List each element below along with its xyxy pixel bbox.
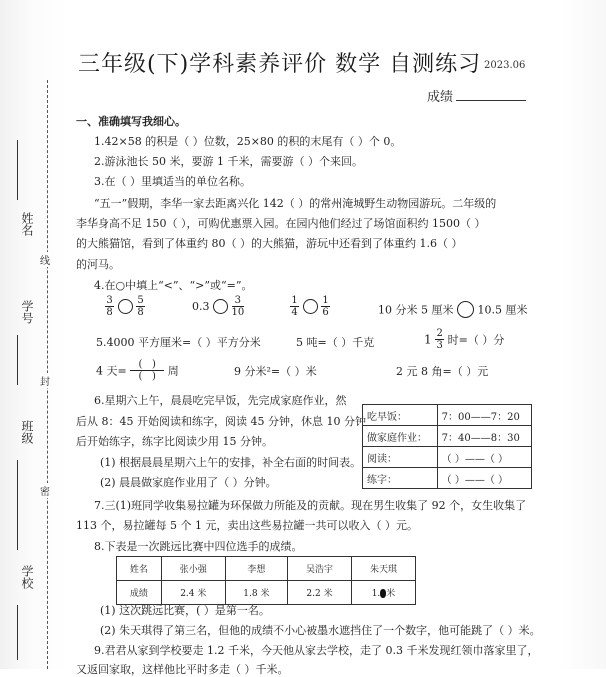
results-row-scores — [117, 581, 416, 605]
question-5c: 1 $\frac{2}{3}$ 时=（ ）分 — [424, 328, 505, 351]
question-8-sub-2: (2) 朱天琪得了第三名，但他的成绩不小心被墨水遮挡住了一个数字，他可能跳了（ ）米。 — [100, 624, 541, 637]
schedule-label: 练字： — [363, 468, 438, 489]
score-label: 成绩 — [427, 90, 454, 105]
margin-school-label: 学校 — [20, 565, 34, 589]
schedule-label: 阅读： — [363, 447, 438, 468]
exam-date: 2023.06 — [484, 60, 526, 71]
question-5e: 9 分米²=（ ）米 — [234, 365, 317, 378]
margin-line-char: 线 — [40, 252, 50, 267]
schedule-row — [363, 468, 532, 489]
score-blank[interactable] — [456, 100, 526, 101]
results-header-name: 姓名 — [117, 557, 162, 581]
schedule-label: 吃早饭： — [363, 405, 438, 426]
question-7-line-1: 7.三(1)班同学收集易拉罐为环保做力所能及的贡献。现在男生收集了 92 个，女生收集了 — [94, 499, 527, 512]
results-name: 李想 — [225, 557, 287, 581]
compare-circle-2[interactable] — [213, 299, 228, 314]
question-6-sub-1: (1) 根据晨晨星期六上午的安排，补全右面的时间表。 — [100, 456, 362, 469]
question-3-line-4: 的河马。 — [76, 258, 120, 271]
section-heading: 一、准确填写我细心。 — [76, 115, 186, 128]
schedule-label: 做家庭作业： — [363, 426, 438, 447]
compare-item-2: 0.3 $\frac{3}{10}$ — [192, 295, 245, 318]
question-5d: 4 天= $\frac{( )}{( )}$ 周 — [96, 359, 179, 382]
schedule-row — [363, 447, 532, 468]
results-name: 朱天琪 — [351, 557, 415, 581]
question-6-line-2: 后从 8：45 开始阅读和练字，阅读 45 分钟，休息 10 分钟 — [76, 415, 366, 428]
results-row-names — [117, 557, 416, 581]
margin-class-label: 班级 — [20, 420, 34, 444]
results-score-smudged: 1. 米 — [351, 581, 415, 605]
question-6-sub-2: (2) 晨晨做家庭作业用了（ ）分钟。 — [100, 476, 277, 489]
margin-number-label: 学号 — [20, 300, 34, 324]
question-5b: 5 吨=（ ）千克 — [296, 336, 375, 349]
results-score: 2.2 米 — [288, 581, 352, 605]
question-8-sub-1: (1) 这次跳远比赛，( ）是第一名。 — [100, 604, 270, 617]
results-name: 张小强 — [161, 557, 225, 581]
question-3-line-2: 李华身高不足 150（ ），可购优惠票入园。在园内他们经过了场馆面积约 1500（ ） — [76, 217, 486, 230]
question-5a: 5.4000 平方厘米=（ ）平方分米 — [96, 336, 261, 349]
results-score: 2.4 米 — [161, 581, 225, 605]
schedule-time: 7：00——7：20 — [437, 405, 531, 426]
question-6-line-1: 6.星期六上午，晨晨吃完早饭，先完成家庭作业，然 — [94, 394, 347, 407]
question-7-line-2: 113 个，易拉罐每 5 个 1 元，卖出这些易拉罐一共可以收入（ ）元。 — [76, 519, 418, 532]
schedule-time-blank[interactable]: （ ）——（ ） — [437, 468, 531, 489]
schedule-time: 7：40——8：30 — [437, 426, 531, 447]
question-8: 8.下表是一次跳远比赛中四位选手的成绩。 — [94, 540, 303, 553]
compare-item-3: $\frac{1}{4}$ $\frac{1}{6}$ — [291, 295, 329, 318]
schedule-table — [362, 404, 532, 489]
question-5f: 2 元 8 角=（ ）元 — [396, 365, 489, 378]
question-3-line-3: 的大熊猫馆，看到了体重约 80（ ）的大熊猫，游玩中还看到了体重约 1.6（ ） — [76, 237, 463, 250]
compare-circle-3[interactable] — [303, 299, 318, 314]
margin-number-line — [17, 335, 18, 385]
question-3: 3.在（ ）里填适当的单位名称。 — [94, 175, 251, 188]
margin-class-line — [17, 460, 18, 550]
margin-tight-char: 密 — [40, 483, 50, 498]
question-2: 2.游泳池长 50 米，要游 1 千米，需要游（ ）个来回。 — [94, 155, 363, 168]
exam-title: 三年级(下)学科素养评价 数学 自测练习 — [78, 52, 482, 77]
schedule-row — [363, 426, 532, 447]
results-name: 吴浩宇 — [288, 557, 352, 581]
compare-item-4: 10 分米 5 厘米 10.5 厘米 — [378, 301, 528, 318]
margin-name-line — [17, 140, 18, 200]
question-3-line-1: “五一”假期，李华一家去距离兴化 142（ ）的常州淹城野生动物园游玩。二年级的 — [94, 197, 497, 210]
results-score: 1.8 米 — [225, 581, 287, 605]
margin-seal-char: 封 — [40, 373, 50, 388]
schedule-time-blank[interactable]: （ ）——（ ） — [437, 447, 531, 468]
question-1: 1.42×58 的积是（ ）位数，25×80 的积的末尾有（ ）个 0。 — [94, 135, 402, 148]
question-9-line-2: 又返回家取，这样他比平时多走（ ）千米。 — [76, 663, 289, 676]
results-table — [116, 556, 416, 605]
compare-circle-4[interactable] — [457, 301, 474, 318]
compare-circle-1[interactable] — [118, 299, 133, 314]
margin-school-line — [17, 605, 18, 660]
margin-name-label: 姓名 — [20, 212, 34, 236]
question-9-line-1: 9.君君从家到学校要走 1.2 千米，今天他从家去学校，走了 0.3 千米发现红领巾落家里了， — [94, 644, 539, 657]
question-6-line-3: 后开始练字，练字比阅读少用 15 分钟。 — [76, 435, 273, 448]
question-4: 4.在○中填上“<”、“>”或“=”。 — [94, 279, 253, 292]
results-header-score: 成绩 — [117, 581, 162, 605]
schedule-row — [363, 405, 532, 426]
compare-item-1: $\frac{3}{8}$ $\frac{5}{8}$ — [106, 295, 144, 318]
